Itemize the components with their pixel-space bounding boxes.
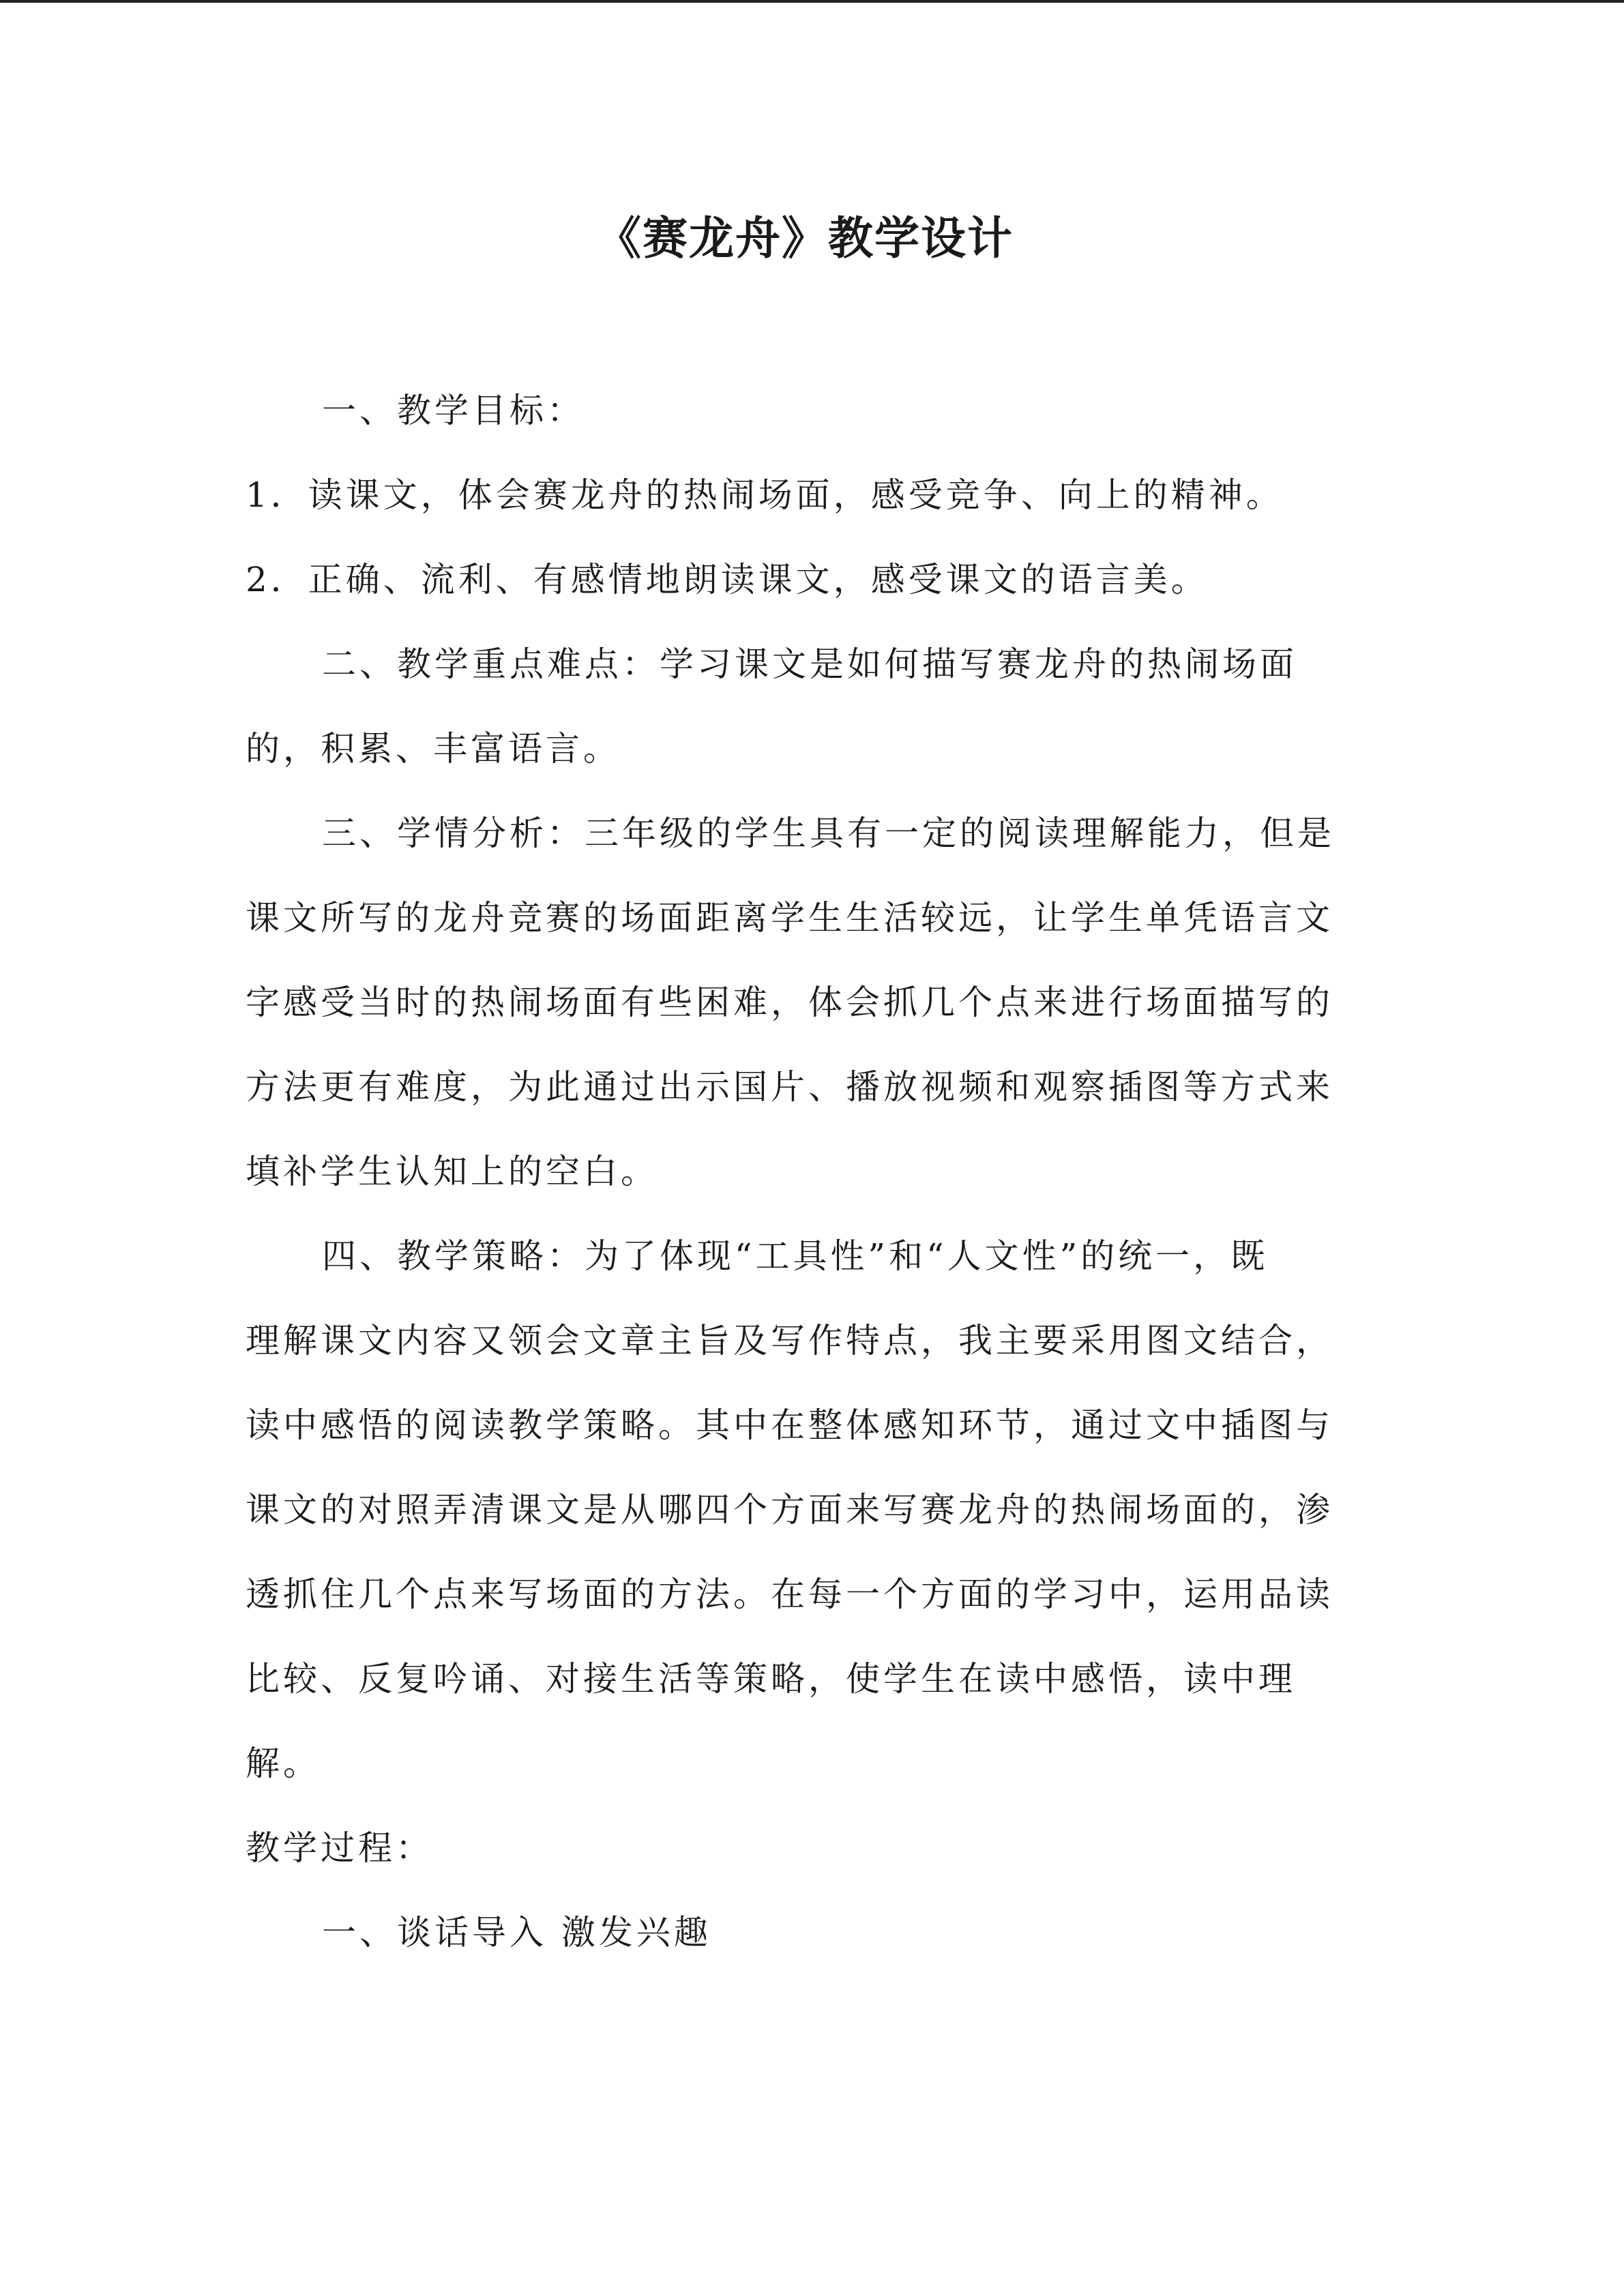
document-title: 《赛龙舟》教学设计 (596, 212, 1014, 265)
analysis-paragraph-line: 填补学生认知上的空白。 (246, 1152, 658, 1191)
objective-item-2: 2．正确、流利、有感情地朗读课文，感受课文的语言美。 (246, 560, 1209, 599)
section-heading-objectives: 一、教学目标： (322, 391, 585, 430)
strategy-paragraph-line: 透抓住几个点来写场面的方法。在每一个方面的学习中，运用品读 (246, 1575, 1333, 1614)
analysis-paragraph-line: 方法更有难度，为此通过出示国片、播放视频和观察插图等方式来 (246, 1067, 1333, 1107)
analysis-paragraph-line: 课文所写的龙舟竞赛的场面距离学生生活较远，让学生单凭语言文 (246, 898, 1333, 938)
analysis-paragraph-line: 三、学情分析：三年级的学生具有一定的阅读理解能力，但是 (322, 814, 1335, 853)
document-page (246, 0, 1364, 2296)
key-points-paragraph-line: 的，积累、丰富语言。 (246, 729, 621, 769)
analysis-paragraph-line: 字感受当时的热闹场面有些困难，体会抓几个点来进行场面描写的 (246, 983, 1333, 1022)
strategy-paragraph-line: 四、教学策略：为了体现“工具性”和“人文性”的统一，既 (322, 1236, 1269, 1276)
strategy-paragraph-line: 读中感悟的阅读教学策略。其中在整体感知环节，通过文中插图与 (246, 1405, 1333, 1445)
process-step-1-heading: 一、谈话导入 激发兴趣 (322, 1913, 711, 1952)
strategy-paragraph-line: 解。 (246, 1744, 321, 1783)
strategy-paragraph-line: 课文的对照弄清课文是从哪四个方面来写赛龙舟的热闹场面的，渗 (246, 1490, 1333, 1530)
objective-item-1: 1．读课文，体会赛龙舟的热闹场面，感受竞争、向上的精神。 (246, 475, 1284, 515)
section-heading-process: 教学过程： (246, 1828, 433, 1868)
strategy-paragraph-line: 理解课文内容又领会文章主旨及写作特点，我主要采用图文结合， (246, 1321, 1333, 1360)
key-points-paragraph-line: 二、教学重点难点：学习课文是如何描写赛龙舟的热闹场面 (322, 644, 1297, 684)
strategy-paragraph-line: 比较、反复吟诵、对接生活等策略，使学生在读中感悟，读中理 (246, 1659, 1296, 1699)
